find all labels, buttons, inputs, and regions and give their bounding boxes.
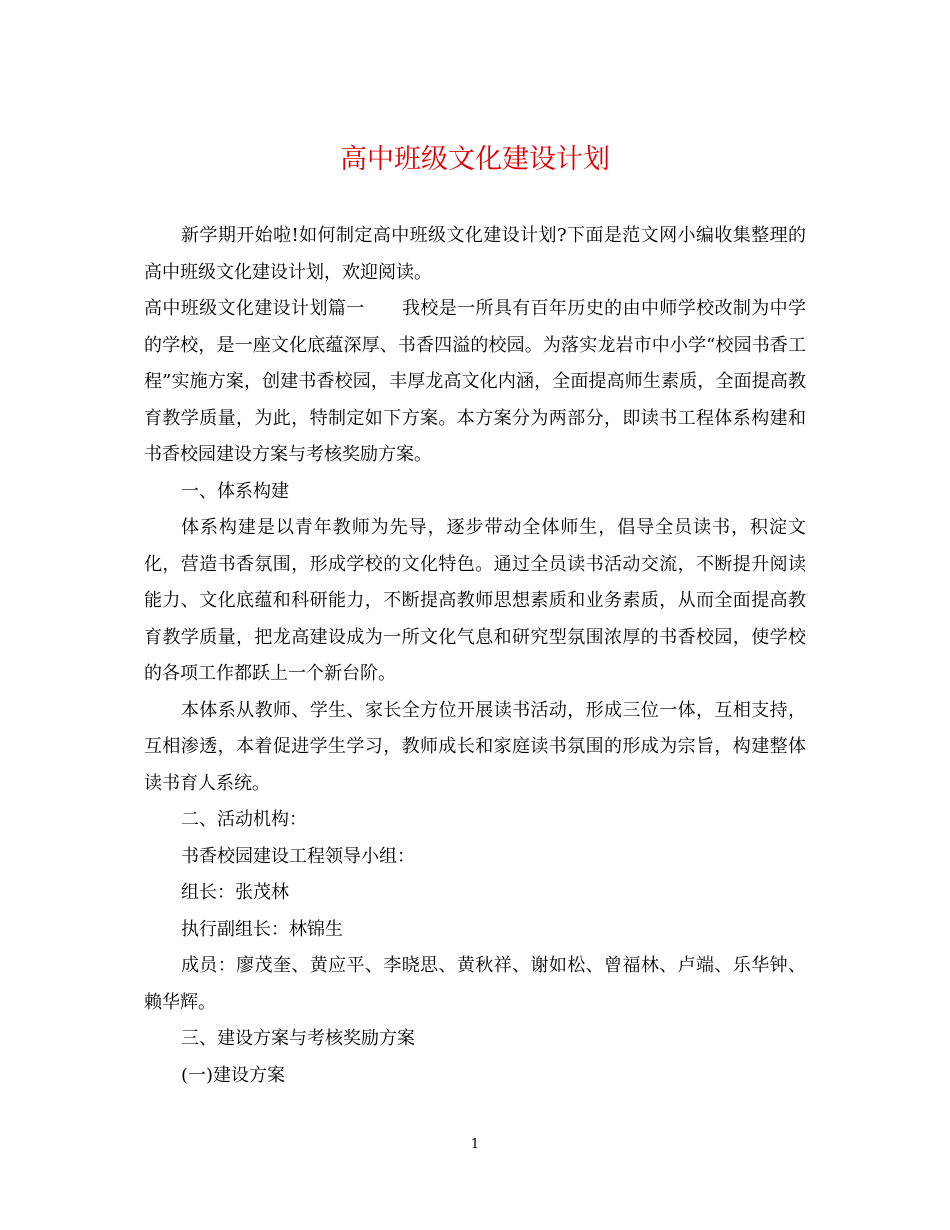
paragraph-section-one bbox=[144, 291, 806, 474]
paragraph-system-construction: 体系构建是以青年教师为先导，逐步带动全体师生，倡导全员读书，积淀文化，营造书香氛围，形成学校的文化特色。通过全员读书活动交流，不断提升阅读能力、文化底蕴和科研能力，不断提高教师思想素质和业务素质，从而全面提高教育教学质量，把龙高建设成为一所文化气息和研究型氛围浓厚的书香校园，使学校的各项工作都跃上一个新台阶。 bbox=[144, 517, 806, 684]
paragraph-group-leader: 组长：张茂林 bbox=[181, 882, 289, 903]
paragraph-system-scope: 本体系从教师、学生、家长全方位开展读书活动，形成三位一体，互相支持，互相渗透，本着促进学生学习，教师成长和家庭读书氛围的形成为宗旨，构建整体读书育人系统。 bbox=[144, 699, 806, 794]
paragraph-intro: 新学期开始啦!如何制定高中班级文化建设计划?下面是范文网小编收集整理的高中班级文化建设计划，欢迎阅读。 bbox=[144, 225, 806, 283]
section-text: 我校是一所具有百年历史的由中师学校改制为中学的学校，是一座文化底蕴深厚、书香四溢的校园。为落实龙岩市中小学“校园书香工程”实施方案，创建书香校园，丰厚龙高文化内涵，全面提高师生素质，全面提高教育教学质量，为此，特制定如下方案。本方案分为两部分，即读书工程体系构建和书香校园建设方案与考核奖励方案。 bbox=[144, 298, 807, 465]
heading-construction-plan: 三、建设方案与考核奖励方案 bbox=[181, 1028, 415, 1049]
page-number: 1 bbox=[470, 1137, 480, 1152]
heading-subsection-one: (一)建设方案 bbox=[181, 1064, 286, 1086]
section-lead: 高中班级文化建设计划篇一 bbox=[144, 298, 365, 319]
paragraph-leading-group: 书香校园建设工程领导小组： bbox=[181, 845, 415, 867]
document-body bbox=[144, 218, 806, 1094]
paragraph-members: 成员：廖茂奎、黄应平、李晓思、黄秋祥、谢如松、曾福林、卢端、乐华钟、赖华辉。 bbox=[144, 955, 806, 1013]
heading-activity-organization: 二、活动机构： bbox=[181, 809, 307, 830]
paragraph-deputy-leader: 执行副组长：林锦生 bbox=[181, 918, 343, 940]
heading-system-construction: 一、体系构建 bbox=[181, 480, 289, 502]
document-title: 高中班级文化建设计划 bbox=[340, 144, 610, 175]
